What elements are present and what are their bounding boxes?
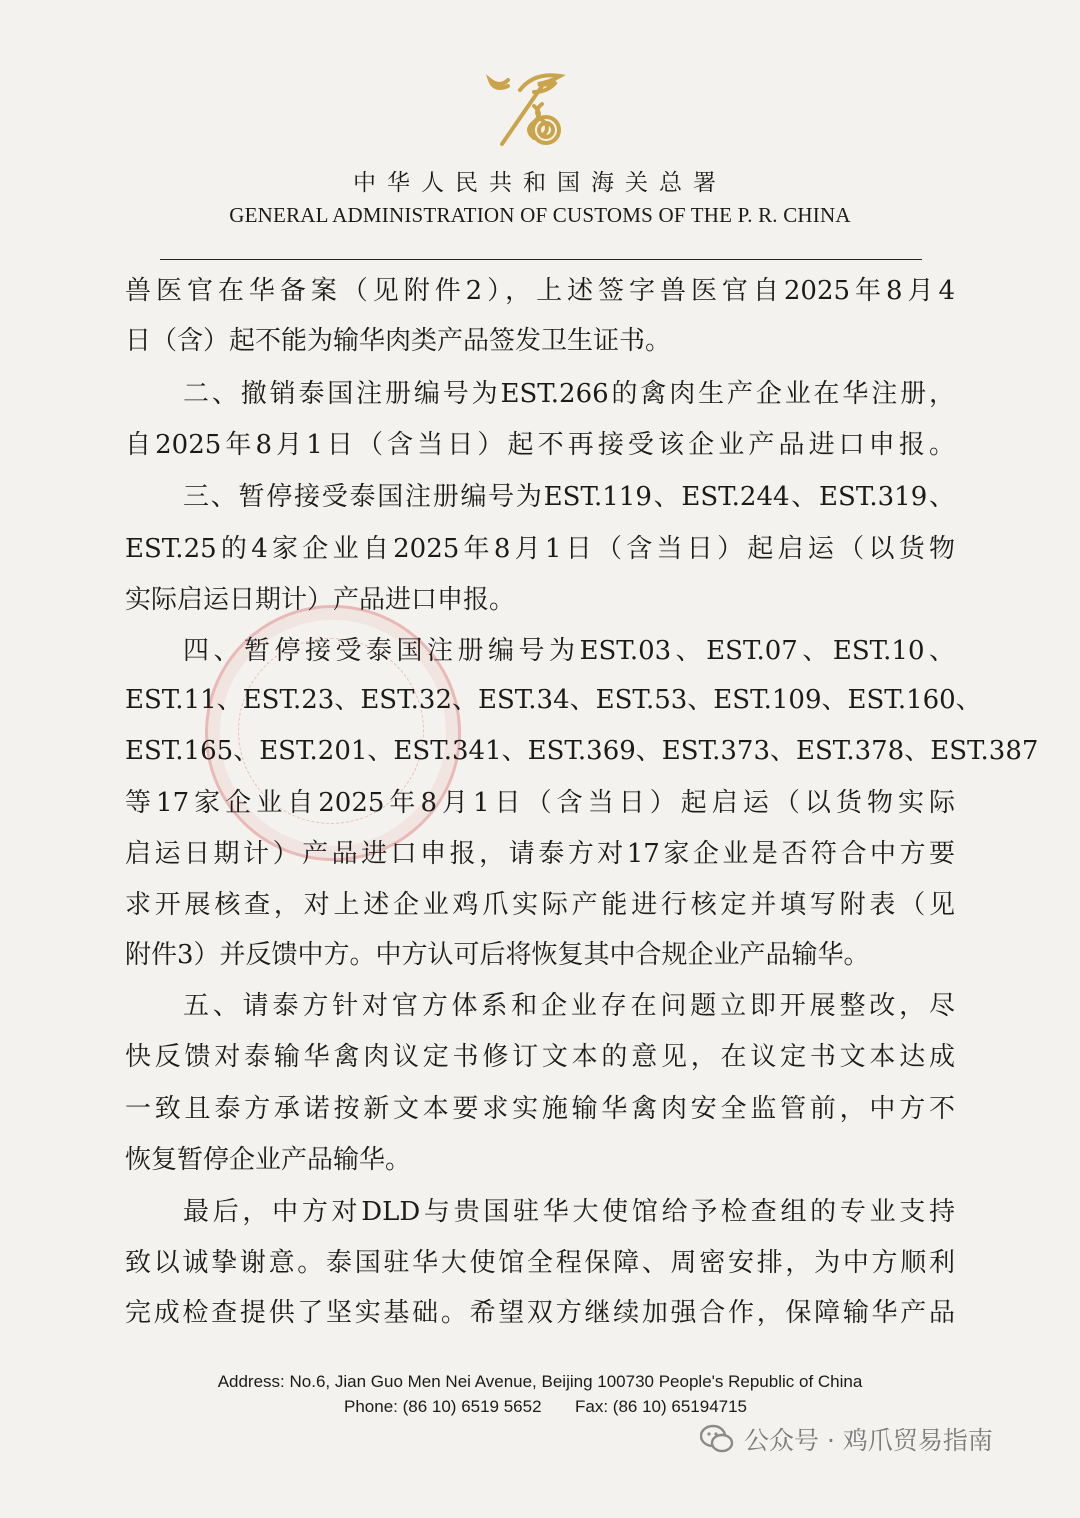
body-line: 等17家企业自2025年8月1日（含当日）起启运（以货物实际 bbox=[125, 788, 955, 818]
body-line: 恢复暂停企业产品输华。 bbox=[125, 1145, 412, 1175]
body-line: 四、暂停接受泰国注册编号为EST.03、EST.07、EST.10、 bbox=[183, 636, 955, 666]
body-line: EST.25的4家企业自2025年8月1日（含当日）起启运（以货物 bbox=[125, 534, 955, 564]
body-line: 兽医官在华备案（见附件2），上述签字兽医官自2025年8月4 bbox=[125, 276, 955, 306]
header-divider bbox=[160, 259, 922, 260]
watermark-text: 公众号 · 鸡爪贸易指南 bbox=[744, 1426, 993, 1455]
footer-phone: Phone: (86 10) 6519 5652 bbox=[344, 1397, 542, 1416]
body-line: 致以诚挚谢意。泰国驻华大使馆全程保障、周密安排，为中方顺利 bbox=[125, 1248, 955, 1278]
footer-fax: Fax: (86 10) 65194715 bbox=[575, 1397, 748, 1416]
body-line: 二、撤销泰国注册编号为EST.266的禽肉生产企业在华注册， bbox=[183, 379, 955, 409]
body-line: 日（含）起不能为输华肉类产品签发卫生证书。 bbox=[125, 326, 672, 356]
body-line: 一致且泰方承诺按新文本要求实施输华禽肉安全监管前，中方不 bbox=[125, 1094, 955, 1124]
body-line: 快反馈对泰输华禽肉议定书修订文本的意见，在议定书文本达成 bbox=[125, 1042, 955, 1072]
body-line: 完成检查提供了坚实基础。希望双方继续加强合作，保障输华产品 bbox=[125, 1298, 955, 1328]
body-line: 附件3）并反馈中方。中方认可后将恢复其中合规企业产品输华。 bbox=[125, 940, 870, 970]
body-line: 自2025年8月1日（含当日）起不再接受该企业产品进口申报。 bbox=[125, 430, 955, 460]
body-line: 启运日期计）产品进口申报，请泰方对17家企业是否符合中方要 bbox=[125, 839, 955, 869]
org-name-en: GENERAL ADMINISTRATION OF CUSTOMS OF THE P. R. CHINA bbox=[229, 203, 851, 227]
body-line: 求开展核查，对上述企业鸡爪实际产能进行核定并填写附表（见 bbox=[125, 890, 955, 920]
wechat-watermark bbox=[700, 1422, 993, 1456]
body-line: 三、暂停接受泰国注册编号为EST.119、EST.244、EST.319、 bbox=[183, 482, 955, 512]
wechat-icon bbox=[700, 1424, 734, 1454]
body-line: 最后，中方对DLD与贵国驻华大使馆给予检查组的专业支持 bbox=[183, 1197, 955, 1227]
body-line: EST.165、EST.201、EST.341、EST.369、EST.373、EST.378、EST.387 bbox=[125, 736, 1039, 766]
customs-emblem-icon bbox=[480, 66, 580, 156]
body-line: EST.11、EST.23、EST.32、EST.34、EST.53、EST.109、EST.160、 bbox=[125, 685, 982, 715]
body-line: 五、请泰方针对官方体系和企业存在问题立即开展整改，尽 bbox=[183, 991, 955, 1021]
footer-address: Address: No.6, Jian Guo Men Nei Avenue, Beijing 100730 People's Republic of China bbox=[217, 1372, 863, 1391]
org-name-cn: 中华人民共和国海关总署 bbox=[353, 170, 727, 196]
body-line: 实际启运日期计）产品进口申报。 bbox=[125, 585, 516, 615]
